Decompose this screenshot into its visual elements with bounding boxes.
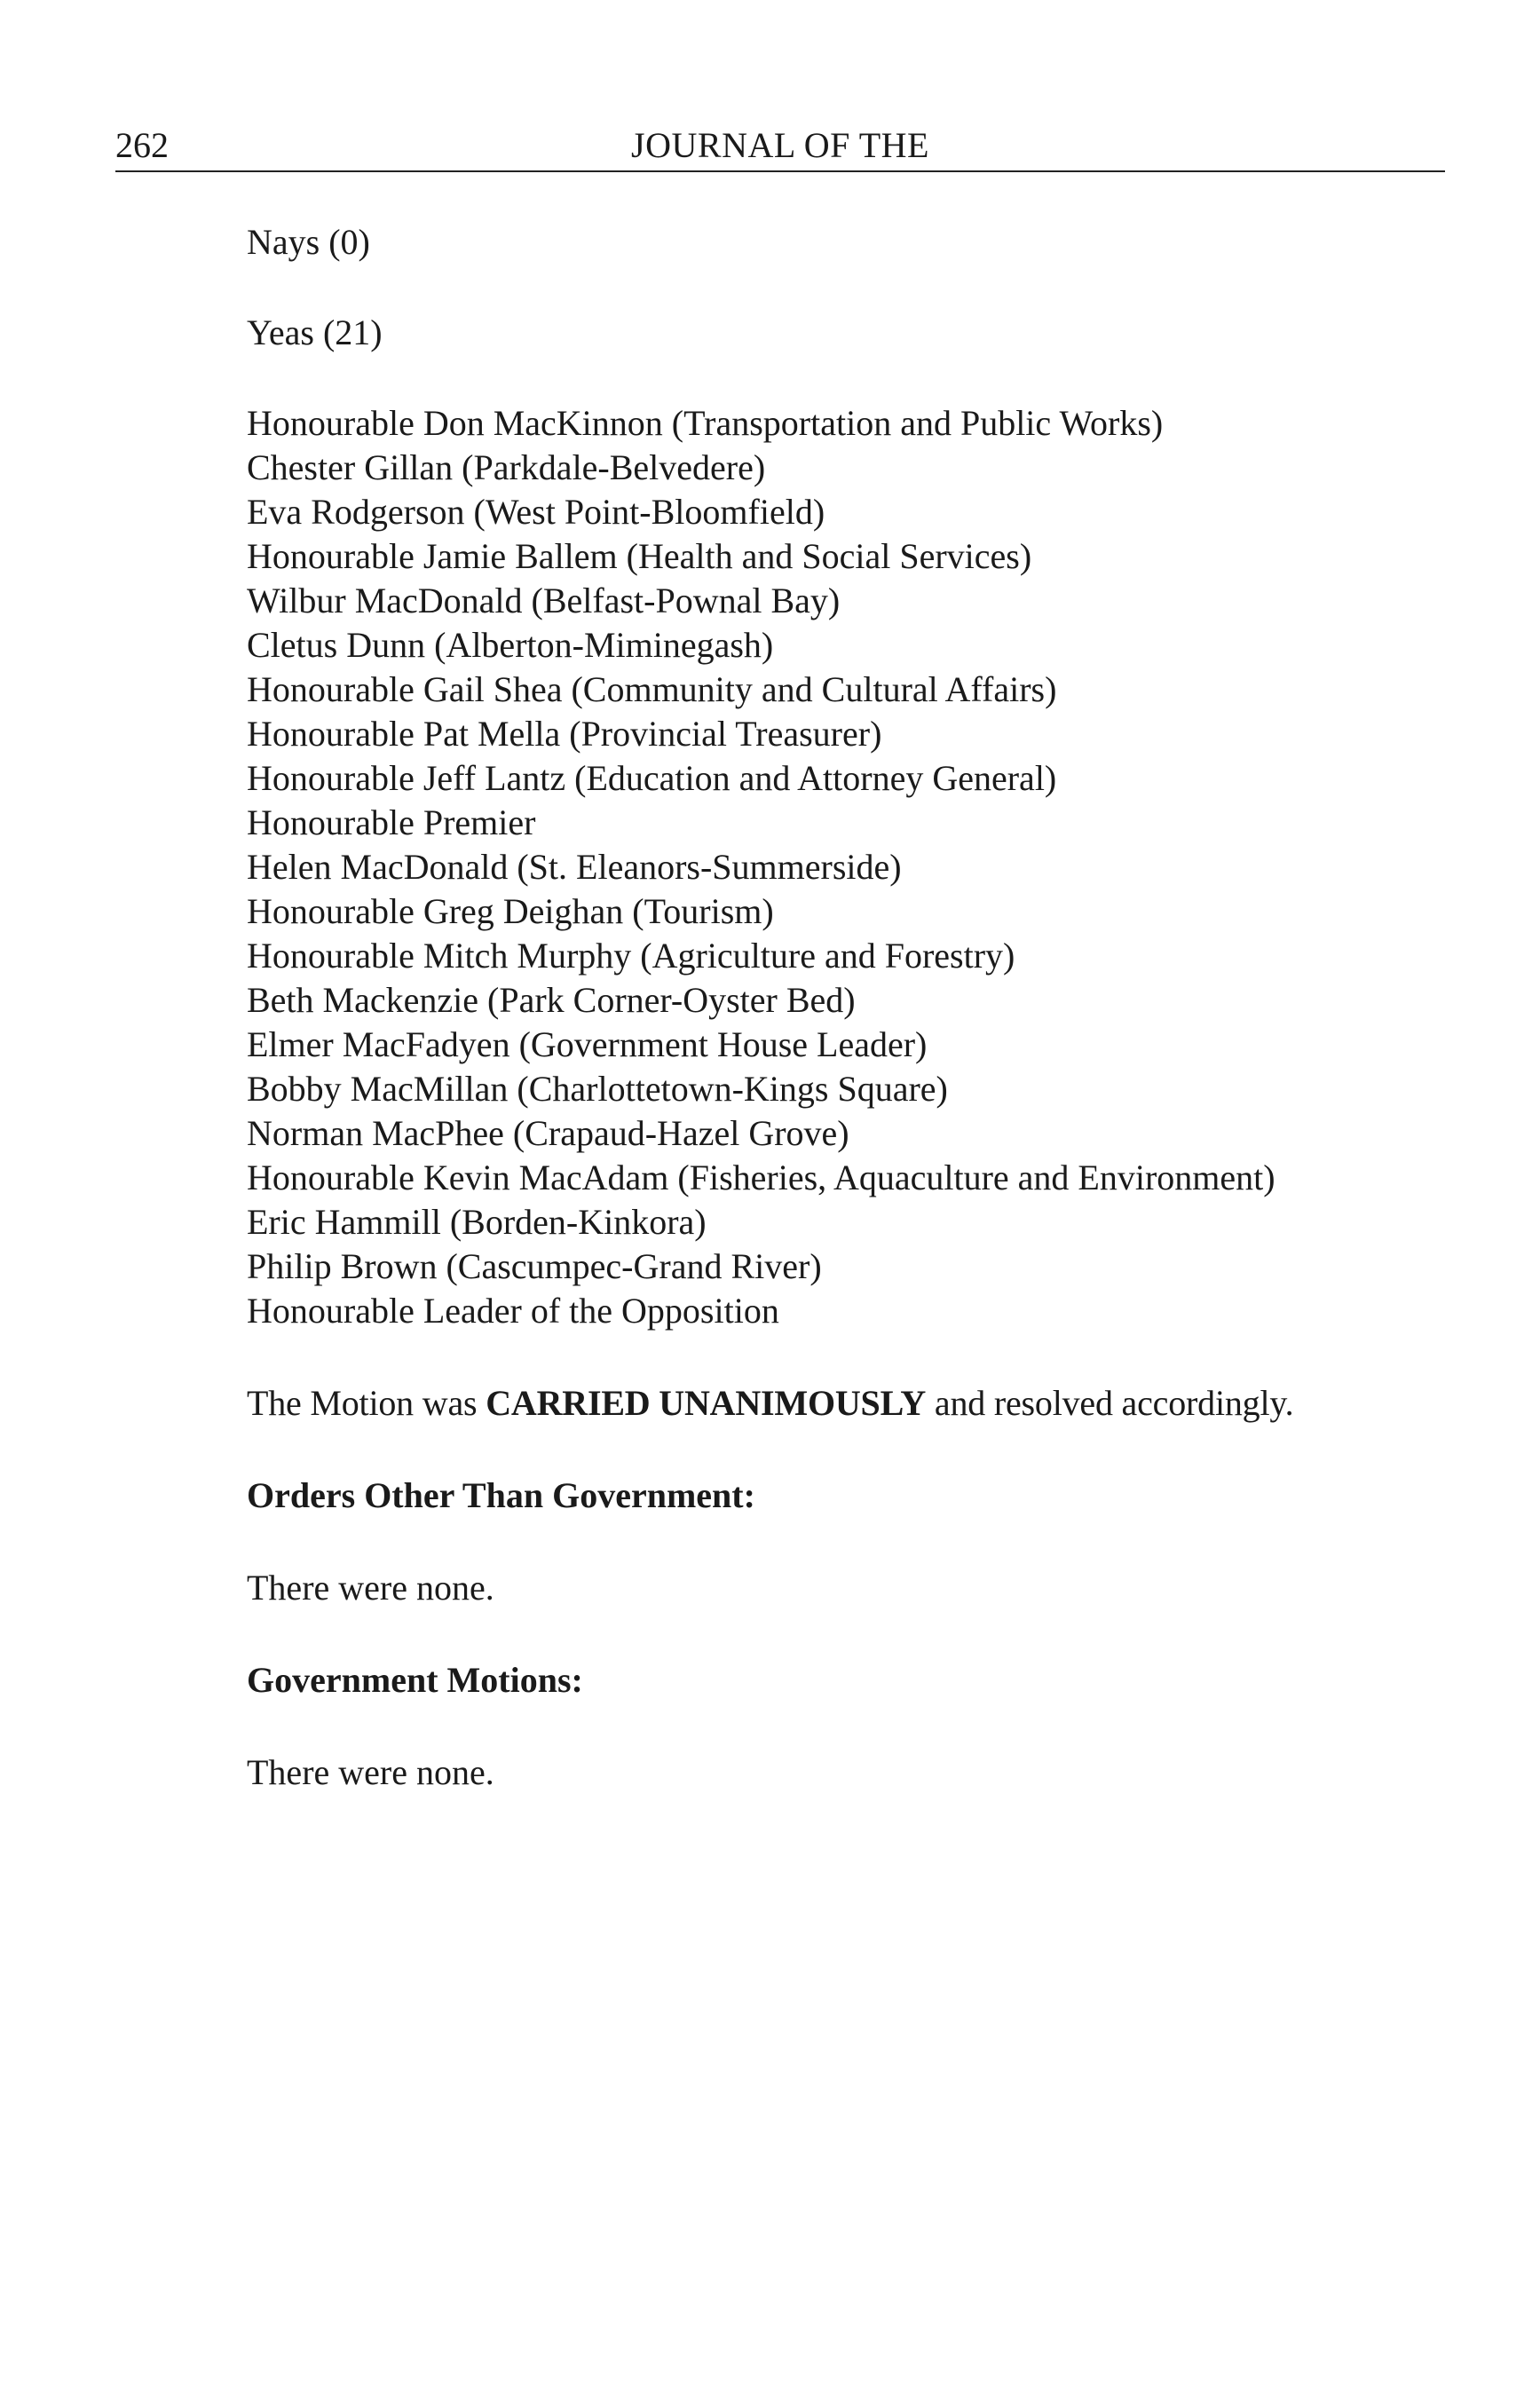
motion-result-emphasis: CARRIED UNANIMOUSLY xyxy=(486,1383,927,1423)
yeas-count: Yeas (21) xyxy=(247,312,383,352)
section-heading-orders-other: Orders Other Than Government: xyxy=(247,1475,755,1515)
running-head xyxy=(115,124,1445,172)
member-entry: Philip Brown (Cascumpec-Grand River) xyxy=(247,1246,822,1286)
member-entry: Honourable Pat Mella (Provincial Treasurer) xyxy=(247,714,882,754)
member-entry: Eva Rodgerson (West Point-Bloomfield) xyxy=(247,492,825,532)
member-entry: Eric Hammill (Borden-Kinkora) xyxy=(247,1202,707,1242)
member-entry: Honourable Leader of the Opposition xyxy=(247,1291,779,1331)
member-entry: Honourable Jeff Lantz (Education and Attorney General) xyxy=(247,758,1057,798)
yeas-member-list xyxy=(247,401,1463,1333)
section-text-orders-other: There were none. xyxy=(247,1568,494,1608)
member-entry: Bobby MacMillan (Charlottetown-Kings Square) xyxy=(247,1069,948,1109)
member-entry: Honourable Jamie Ballem (Health and Social Services) xyxy=(247,536,1032,576)
motion-result xyxy=(247,1381,1463,1426)
member-entry: Honourable Greg Deighan (Tourism) xyxy=(247,891,774,931)
member-entry: Honourable Mitch Murphy (Agriculture and Forestry) xyxy=(247,936,1015,976)
nays-count: Nays (0) xyxy=(247,222,370,262)
motion-result-prefix: The Motion was xyxy=(247,1383,486,1423)
member-entry: Norman MacPhee (Crapaud-Hazel Grove) xyxy=(247,1113,849,1153)
page-number: 262 xyxy=(115,125,169,165)
section-text-government-motions: There were none. xyxy=(247,1752,494,1792)
member-entry: Elmer MacFadyen (Government House Leader) xyxy=(247,1024,928,1064)
section-heading-government-motions: Government Motions: xyxy=(247,1660,583,1700)
motion-result-suffix: and resolved accordingly. xyxy=(926,1383,1294,1423)
member-entry: Honourable Kevin MacAdam (Fisheries, Aquaculture and Environment) xyxy=(247,1157,1275,1197)
member-entry: Honourable Gail Shea (Community and Cultural Affairs) xyxy=(247,669,1057,709)
journal-title: JOURNAL OF THE xyxy=(631,125,929,165)
member-entry: Honourable Premier xyxy=(247,802,536,842)
member-entry: Helen MacDonald (St. Eleanors-Summerside) xyxy=(247,847,902,887)
member-entry: Honourable Don MacKinnon (Transportation and Public Works) xyxy=(247,403,1164,443)
member-entry: Beth Mackenzie (Park Corner-Oyster Bed) xyxy=(247,980,856,1020)
member-entry: Wilbur MacDonald (Belfast-Pownal Bay) xyxy=(247,581,841,620)
journal-body xyxy=(247,220,1463,1795)
member-entry: Chester Gillan (Parkdale-Belvedere) xyxy=(247,447,766,487)
member-entry: Cletus Dunn (Alberton-Miminegash) xyxy=(247,625,774,665)
